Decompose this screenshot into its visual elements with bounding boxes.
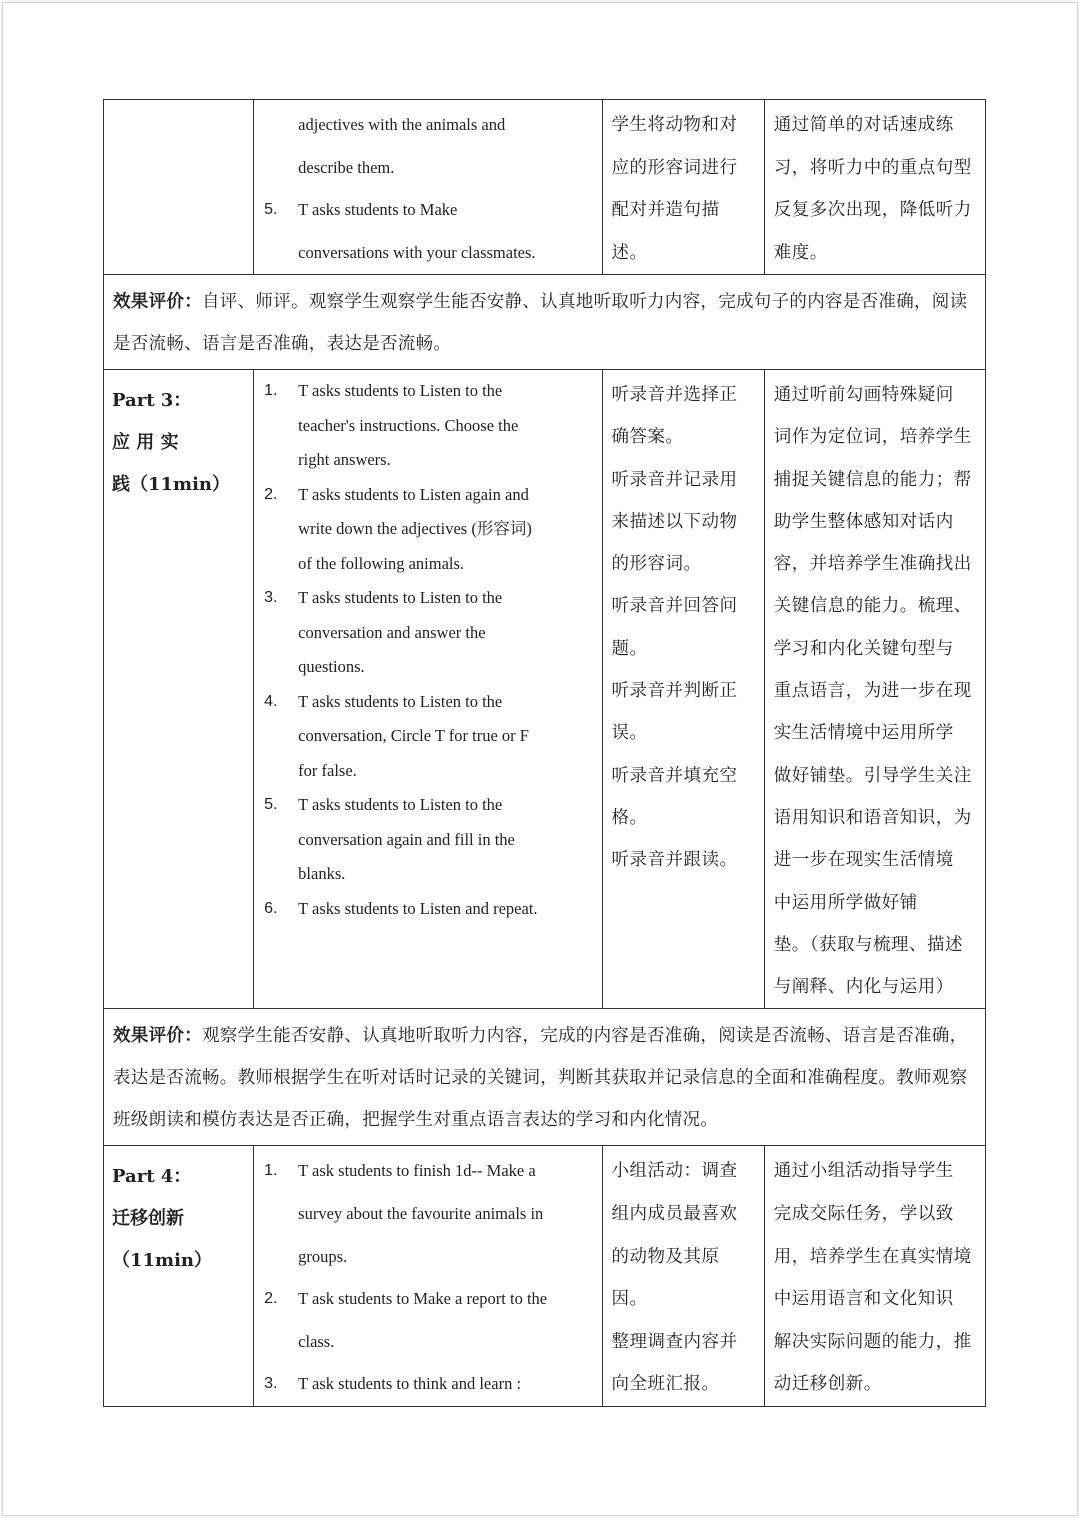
activity-line bbox=[262, 685, 593, 720]
student-activity-line: 小组活动：调查 bbox=[611, 1161, 738, 1182]
activity-text: for false. bbox=[298, 760, 357, 780]
purpose-line: 词作为定位词，培养学生 bbox=[773, 427, 972, 448]
activity-text: T asks students to Listen and repeat. bbox=[298, 898, 538, 918]
student-activity-line: 听录音并选择正 bbox=[611, 385, 738, 405]
activity-text: T asks students to Listen again and bbox=[298, 484, 529, 504]
activity-text: T asks students to Listen to the bbox=[298, 381, 503, 400]
student-activity-line: 误。 bbox=[611, 723, 648, 744]
student-activity-cell bbox=[602, 370, 764, 1009]
activity-number bbox=[262, 857, 298, 892]
student-activity-text bbox=[603, 370, 764, 882]
activity-number: 2. bbox=[264, 485, 278, 503]
part3-title-char: 应 bbox=[112, 432, 130, 453]
purpose-line: 完成交际任务，学以致 bbox=[773, 1204, 954, 1225]
activity-text: blanks. bbox=[298, 864, 346, 883]
purpose-line: 解决实际问题的能力，推 bbox=[773, 1331, 972, 1352]
activity-text: conversation again and fill in the bbox=[298, 829, 515, 849]
part3-title bbox=[112, 422, 242, 464]
activity-number bbox=[262, 512, 298, 547]
activity-text: adjectives with the animals and bbox=[298, 115, 506, 134]
purpose-line: 用，培养学生在真实情境 bbox=[773, 1246, 972, 1267]
activity-number bbox=[262, 650, 298, 685]
activity-line bbox=[262, 409, 593, 444]
purpose-line: 语用知识和语音知识，为 bbox=[773, 807, 972, 828]
student-activity-line: 应的形容词进行 bbox=[611, 157, 738, 178]
activity-text: T ask students to Make a report to the bbox=[298, 1289, 548, 1309]
activity-text: questions. bbox=[298, 657, 365, 676]
part4-label bbox=[104, 1146, 253, 1282]
purpose-line: 难度。 bbox=[773, 242, 828, 263]
purpose-text bbox=[765, 1146, 985, 1406]
activity-text: T asks students to Listen to the bbox=[298, 691, 503, 711]
activity-line bbox=[262, 1193, 593, 1236]
activity-line bbox=[262, 1363, 593, 1406]
student-activity-line: 题。 bbox=[611, 638, 648, 659]
student-activity-line: 听录音并判断正 bbox=[611, 681, 738, 702]
purpose-line: 动迁移创新。 bbox=[773, 1374, 882, 1395]
part3-title-char: 用 bbox=[136, 432, 155, 453]
purpose-line: 垫。（获取与梳理、描述 bbox=[773, 934, 963, 955]
activity-number bbox=[262, 409, 298, 444]
student-activity-line: 的动物及其原 bbox=[611, 1246, 720, 1267]
activity-text: conversation and answer the bbox=[298, 622, 486, 642]
part3-title-line2: 践（11min） bbox=[112, 474, 231, 495]
evaluation-cell bbox=[104, 275, 986, 370]
activity-number bbox=[262, 1236, 298, 1279]
student-activity-line: 配对并造句描 bbox=[611, 200, 720, 220]
purpose-cell bbox=[764, 370, 985, 1009]
activity-text: describe them. bbox=[298, 157, 395, 177]
part4-title: 迁移创新 bbox=[112, 1208, 184, 1230]
part4-label-cell bbox=[104, 1146, 254, 1407]
purpose-line: 容，并培养学生准确找出 bbox=[773, 554, 972, 575]
purpose-line: 反复多次出现，降低听力 bbox=[773, 200, 972, 220]
purpose-line: 做好铺垫。引导学生关注 bbox=[773, 765, 972, 786]
purpose-line: 实生活情境中运用所学 bbox=[773, 723, 954, 744]
activity-line bbox=[262, 857, 593, 892]
purpose-line: 通过听前勾画特殊疑问 bbox=[773, 385, 954, 405]
activity-number: 2. bbox=[264, 1290, 278, 1308]
purpose-line: 关键信息的能力。梳理、 bbox=[773, 596, 972, 617]
activity-line bbox=[262, 581, 593, 616]
activity-text: T ask students to finish 1d-- Make a bbox=[298, 1161, 536, 1181]
student-activity-line: 述。 bbox=[611, 242, 648, 263]
part3-label bbox=[104, 370, 253, 506]
activity-line bbox=[262, 650, 593, 685]
activity-line bbox=[262, 478, 593, 513]
activity-line bbox=[262, 1150, 593, 1193]
activity-number bbox=[262, 104, 298, 147]
evaluation-content: 自评、师评。观察学生观察学生能否安静、认真地听取听力内容，完成句子的内容是否准确，阅读是否流畅、语言是否准确，表达是否流畅。 bbox=[113, 292, 968, 354]
activity-text: groups. bbox=[298, 1246, 348, 1266]
activity-number: 3. bbox=[264, 589, 278, 606]
activities-cell bbox=[254, 1146, 602, 1407]
activity-line bbox=[262, 616, 593, 651]
activity-number: 6. bbox=[264, 899, 278, 917]
activity-text: T asks students to Listen to the bbox=[298, 795, 503, 814]
student-activity-line: 因。 bbox=[611, 1289, 648, 1310]
purpose-line: 中运用所学做好铺 bbox=[773, 892, 918, 913]
part3-title-char: 实 bbox=[160, 432, 179, 453]
student-activity-line: 听录音并记录用 bbox=[611, 469, 738, 490]
purpose-line: 通过小组活动指导学生 bbox=[773, 1161, 954, 1182]
student-activity-line: 听录音并填充空 bbox=[611, 765, 738, 786]
row-part2-continued bbox=[104, 100, 986, 275]
activity-number bbox=[262, 232, 298, 275]
purpose-line: 中运用语言和文化知识 bbox=[773, 1289, 954, 1310]
student-activity-text bbox=[603, 100, 764, 274]
activity-number bbox=[262, 754, 298, 789]
activity-number bbox=[262, 547, 298, 582]
activity-line bbox=[262, 189, 593, 232]
student-activity-cell bbox=[602, 1146, 764, 1407]
document-page bbox=[2, 2, 1078, 1516]
purpose-line: 与阐释、内化与运用） bbox=[773, 977, 954, 998]
activity-number bbox=[262, 616, 298, 651]
activity-text: T asks students to Make bbox=[298, 200, 458, 219]
evaluation-text bbox=[104, 275, 985, 369]
activity-text: conversations with your classmates. bbox=[298, 242, 536, 262]
activity-text: survey about the favourite animals in bbox=[298, 1204, 544, 1224]
evaluation-text bbox=[104, 1009, 985, 1145]
activity-line bbox=[262, 788, 593, 823]
activity-number: 3. bbox=[264, 1375, 278, 1393]
activity-text: T ask students to think and learn : bbox=[298, 1374, 522, 1394]
part4-time: （11min） bbox=[112, 1250, 213, 1272]
activities-cell bbox=[254, 370, 602, 1009]
activity-line bbox=[262, 1236, 593, 1279]
activity-line bbox=[262, 232, 593, 275]
activity-number bbox=[262, 719, 298, 754]
activity-line bbox=[262, 1278, 593, 1321]
purpose-cell bbox=[764, 100, 985, 275]
activity-line bbox=[262, 892, 593, 927]
activity-list bbox=[254, 100, 601, 274]
activity-number: 4. bbox=[264, 692, 278, 710]
activities-cell bbox=[254, 100, 602, 275]
activity-line bbox=[262, 823, 593, 858]
row-part4 bbox=[104, 1146, 986, 1407]
student-activity-line: 学生将动物和对 bbox=[611, 115, 738, 135]
activity-number bbox=[262, 443, 298, 478]
evaluation-label: 效果评价： bbox=[113, 1026, 202, 1047]
student-activity-line: 确答案。 bbox=[611, 427, 684, 448]
row-evaluation-1 bbox=[104, 275, 986, 370]
activity-line bbox=[262, 754, 593, 789]
purpose-line: 通过简单的对话速成练 bbox=[773, 115, 954, 135]
part-label-cell-empty bbox=[104, 100, 254, 275]
activity-text: of the following animals. bbox=[298, 553, 465, 573]
activity-line bbox=[262, 147, 593, 190]
student-activity-cell bbox=[602, 100, 764, 275]
activity-number bbox=[262, 147, 298, 190]
student-activity-line: 的形容词。 bbox=[611, 554, 702, 575]
evaluation-label: 效果评价： bbox=[113, 292, 202, 312]
activity-line bbox=[262, 512, 593, 547]
student-activity-line: 来描述以下动物 bbox=[611, 511, 738, 532]
activity-number: 5. bbox=[264, 201, 278, 218]
student-activity-line: 听录音并跟读。 bbox=[611, 850, 738, 871]
purpose-line: 捕捉关键信息的能力；帮 bbox=[773, 469, 972, 490]
activity-line bbox=[262, 1321, 593, 1364]
purpose-line: 重点语言，为进一步在现 bbox=[773, 681, 972, 702]
activity-text: write down the adjectives (形容词) bbox=[298, 519, 532, 538]
purpose-text bbox=[765, 100, 985, 274]
lesson-plan-table bbox=[103, 99, 986, 1407]
student-activity-line: 组内成员最喜欢 bbox=[611, 1204, 738, 1225]
purpose-line: 进一步在现实生活情境 bbox=[773, 850, 954, 871]
activity-list bbox=[254, 1146, 601, 1406]
purpose-line: 习，将听力中的重点句型 bbox=[773, 157, 972, 178]
activity-text: T asks students to Listen to the bbox=[298, 588, 503, 607]
purpose-text bbox=[765, 370, 985, 1008]
evaluation-content: 观察学生能否安静、认真地听取听力内容，完成的内容是否准确，阅读是否流畅、语言是否准确，表达是否流畅。教师根据学生在听对话时记录的关键词，判断其获取并记录信息的全面和准确程度。教师观察班级朗读和模仿表达是否正确，把握学生对重点语言表达的学习和内化情况。 bbox=[113, 1026, 968, 1131]
activity-text: class. bbox=[298, 1331, 335, 1351]
student-activity-line: 向全班汇报。 bbox=[611, 1374, 720, 1395]
activity-number: 1. bbox=[264, 1162, 278, 1180]
part3-label-cell bbox=[104, 370, 254, 1009]
activity-number bbox=[262, 1193, 298, 1236]
student-activity-line: 整理调查内容并 bbox=[611, 1331, 738, 1352]
student-activity-line: 格。 bbox=[611, 807, 648, 828]
purpose-cell bbox=[764, 1146, 985, 1407]
activity-line bbox=[262, 104, 593, 147]
activity-line bbox=[262, 443, 593, 478]
row-part3 bbox=[104, 370, 986, 1009]
row-evaluation-2 bbox=[104, 1009, 986, 1146]
student-activity-text bbox=[603, 1146, 764, 1406]
activity-list bbox=[254, 370, 601, 926]
purpose-line: 助学生整体感知对话内 bbox=[773, 511, 954, 532]
part4-number: Part 4： bbox=[112, 1166, 192, 1188]
activity-number: 1. bbox=[264, 382, 278, 399]
activity-line bbox=[262, 719, 593, 754]
activity-number bbox=[262, 823, 298, 858]
activity-line bbox=[262, 374, 593, 409]
activity-number bbox=[262, 1321, 298, 1364]
part3-number: Part 3： bbox=[112, 390, 192, 411]
student-activity-line: 听录音并回答问 bbox=[611, 596, 738, 617]
activity-text: conversation, Circle T for true or F bbox=[298, 726, 529, 745]
activity-line bbox=[262, 547, 593, 582]
activity-number: 5. bbox=[264, 796, 278, 813]
activity-text: teacher's instructions. Choose the bbox=[298, 415, 519, 435]
evaluation-cell bbox=[104, 1009, 986, 1146]
activity-text: right answers. bbox=[298, 450, 391, 469]
purpose-line: 学习和内化关键句型与 bbox=[773, 638, 954, 659]
